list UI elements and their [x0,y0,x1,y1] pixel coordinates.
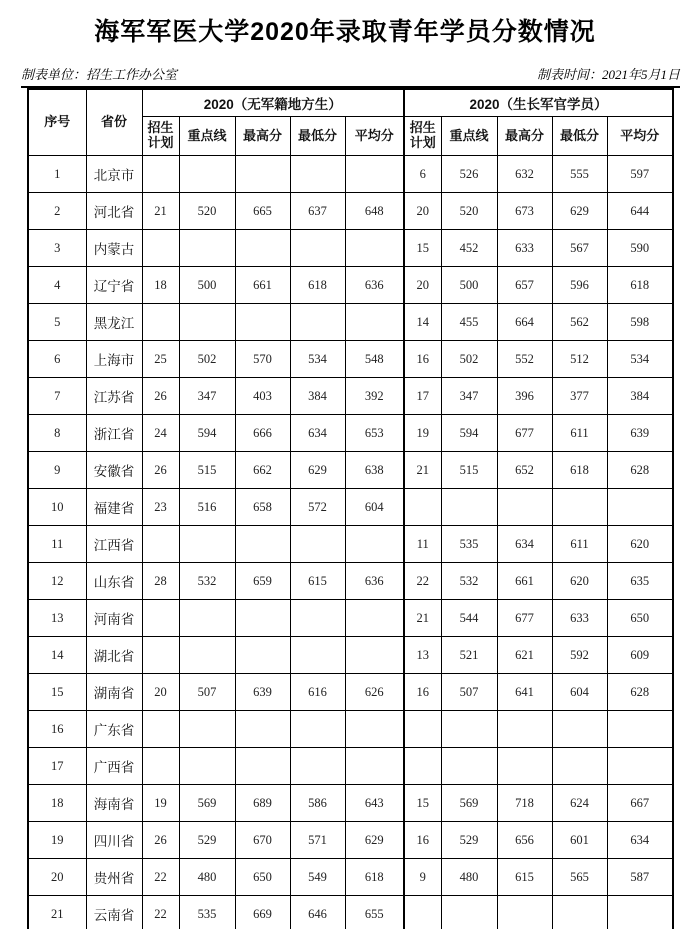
cell-cadet-plan: 19 [404,415,441,452]
cell-civilian-keyline: 500 [179,267,235,304]
cell-civilian-keyline: 515 [179,452,235,489]
cell-cadet-avg: 667 [607,785,673,822]
cell-civilian-max [235,711,290,748]
table-row [28,526,673,563]
cell-cadet-max: 657 [497,267,552,304]
cell-civilian-avg: 648 [345,193,404,230]
cell-cadet-min: 567 [552,230,607,267]
cell-cadet-avg: 618 [607,267,673,304]
cell-civilian-avg: 618 [345,859,404,896]
cell-cadet-plan: 20 [404,193,441,230]
table-row [28,156,673,193]
cell-cadet-plan: 22 [404,563,441,600]
cell-cadet-min: 565 [552,859,607,896]
cell-province: 黑龙江 [86,304,142,341]
table-row [28,822,673,859]
header-cadet-keyline: 重点线 [441,117,497,156]
cell-cadet-avg: 620 [607,526,673,563]
cell-cadet-plan: 14 [404,304,441,341]
header-civilian-plan: 招生计划 [142,117,179,156]
cell-civilian-avg [345,600,404,637]
cell-cadet-keyline: 452 [441,230,497,267]
cell-civilian-min [290,748,345,785]
cell-cadet-plan: 15 [404,785,441,822]
cell-cadet-min [552,489,607,526]
cell-province: 上海市 [86,341,142,378]
cell-civilian-plan: 20 [142,674,179,711]
cell-civilian-max: 661 [235,267,290,304]
table-row [28,785,673,822]
table-row [28,674,673,711]
cell-province: 安徽省 [86,452,142,489]
cell-cadet-avg: 598 [607,304,673,341]
cell-civilian-plan: 26 [142,452,179,489]
cell-cadet-min [552,748,607,785]
cell-serial: 7 [28,378,86,415]
cell-civilian-avg [345,230,404,267]
cell-civilian-avg: 636 [345,267,404,304]
meta-unit-label: 制表单位：招生工作办公室 [21,67,178,82]
cell-cadet-plan [404,489,441,526]
cell-civilian-keyline: 507 [179,674,235,711]
header-civilian-min: 最低分 [290,117,345,156]
cell-serial: 19 [28,822,86,859]
table-row [28,859,673,896]
cell-province: 广东省 [86,711,142,748]
cell-civilian-max [235,637,290,674]
admission-score-table [27,88,674,929]
cell-civilian-max: 669 [235,896,290,929]
cell-civilian-keyline: 516 [179,489,235,526]
cell-cadet-avg [607,748,673,785]
cell-serial: 13 [28,600,86,637]
cell-cadet-keyline: 544 [441,600,497,637]
cell-cadet-min: 555 [552,156,607,193]
cell-cadet-max: 677 [497,600,552,637]
cell-civilian-avg: 636 [345,563,404,600]
cell-cadet-avg: 384 [607,378,673,415]
cell-cadet-min: 629 [552,193,607,230]
cell-cadet-keyline: 532 [441,563,497,600]
cell-cadet-max: 615 [497,859,552,896]
cell-cadet-avg: 639 [607,415,673,452]
cell-cadet-min: 512 [552,341,607,378]
cell-civilian-plan [142,156,179,193]
cell-civilian-plan [142,637,179,674]
cell-civilian-keyline: 532 [179,563,235,600]
cell-civilian-min: 534 [290,341,345,378]
cell-serial: 9 [28,452,86,489]
cell-civilian-plan: 26 [142,822,179,859]
cell-civilian-plan [142,526,179,563]
cell-cadet-min: 611 [552,526,607,563]
header-group-cadet: 2020（生长军官学员） [404,89,673,117]
cell-cadet-max: 718 [497,785,552,822]
table-row [28,378,673,415]
header-civilian-keyline: 重点线 [179,117,235,156]
cell-cadet-min: 604 [552,674,607,711]
cell-cadet-max: 673 [497,193,552,230]
cell-cadet-max: 656 [497,822,552,859]
cell-cadet-min: 596 [552,267,607,304]
cell-civilian-avg [345,711,404,748]
header-civilian-max: 最高分 [235,117,290,156]
header-group-civilian: 2020（无军籍地方生） [142,89,404,117]
cell-civilian-plan: 21 [142,193,179,230]
table-row [28,452,673,489]
cell-cadet-keyline: 500 [441,267,497,304]
cell-civilian-keyline: 535 [179,896,235,929]
cell-serial: 1 [28,156,86,193]
cell-serial: 12 [28,563,86,600]
cell-civilian-plan: 23 [142,489,179,526]
cell-province: 山东省 [86,563,142,600]
cell-cadet-avg [607,489,673,526]
cell-cadet-max [497,489,552,526]
cell-civilian-plan: 28 [142,563,179,600]
cell-civilian-plan: 22 [142,859,179,896]
cell-province: 广西省 [86,748,142,785]
cell-cadet-keyline [441,711,497,748]
cell-cadet-keyline: 521 [441,637,497,674]
cell-cadet-avg: 587 [607,859,673,896]
cell-province: 福建省 [86,489,142,526]
cell-civilian-max: 639 [235,674,290,711]
cell-cadet-keyline: 347 [441,378,497,415]
table-row [28,415,673,452]
cell-civilian-plan: 22 [142,896,179,929]
cell-civilian-min [290,600,345,637]
cell-cadet-min: 611 [552,415,607,452]
cell-civilian-plan [142,304,179,341]
cell-cadet-min: 633 [552,600,607,637]
cell-civilian-max: 689 [235,785,290,822]
cell-serial: 18 [28,785,86,822]
table-row [28,489,673,526]
cell-cadet-keyline: 520 [441,193,497,230]
table-row [28,896,673,929]
cell-civilian-keyline: 347 [179,378,235,415]
cell-civilian-plan [142,711,179,748]
cell-civilian-keyline [179,230,235,267]
cell-cadet-keyline [441,748,497,785]
cell-province: 北京市 [86,156,142,193]
cell-civilian-max [235,156,290,193]
cell-serial: 4 [28,267,86,304]
cell-cadet-avg [607,711,673,748]
cell-civilian-min: 615 [290,563,345,600]
cell-civilian-plan: 26 [142,378,179,415]
cell-civilian-max [235,304,290,341]
cell-civilian-keyline: 480 [179,859,235,896]
cell-province: 云南省 [86,896,142,929]
cell-cadet-plan: 15 [404,230,441,267]
cell-province: 江西省 [86,526,142,563]
cell-cadet-avg: 628 [607,674,673,711]
table-row [28,637,673,674]
cell-cadet-max: 632 [497,156,552,193]
cell-cadet-plan [404,748,441,785]
cell-cadet-min: 592 [552,637,607,674]
cell-civilian-avg [345,748,404,785]
cell-serial: 10 [28,489,86,526]
cell-cadet-plan: 21 [404,600,441,637]
cell-civilian-min: 637 [290,193,345,230]
cell-cadet-max: 641 [497,674,552,711]
cell-province: 河南省 [86,600,142,637]
cell-cadet-min [552,896,607,929]
cell-cadet-avg: 634 [607,822,673,859]
cell-cadet-min: 562 [552,304,607,341]
cell-cadet-min: 620 [552,563,607,600]
cell-civilian-avg: 629 [345,822,404,859]
cell-civilian-plan: 24 [142,415,179,452]
table-row [28,193,673,230]
cell-civilian-min: 634 [290,415,345,452]
cell-civilian-min: 646 [290,896,345,929]
cell-cadet-keyline: 455 [441,304,497,341]
cell-cadet-min [552,711,607,748]
cell-civilian-min: 549 [290,859,345,896]
cell-cadet-max: 633 [497,230,552,267]
cell-serial: 20 [28,859,86,896]
cell-civilian-keyline: 569 [179,785,235,822]
cell-civilian-max: 665 [235,193,290,230]
cell-civilian-avg: 638 [345,452,404,489]
table-row [28,600,673,637]
cell-cadet-max [497,896,552,929]
cell-civilian-avg: 655 [345,896,404,929]
cell-civilian-min [290,637,345,674]
cell-civilian-max: 670 [235,822,290,859]
cell-cadet-max: 677 [497,415,552,452]
table-row [28,304,673,341]
cell-cadet-max: 552 [497,341,552,378]
cell-cadet-max: 652 [497,452,552,489]
cell-cadet-max: 661 [497,563,552,600]
cell-civilian-keyline: 520 [179,193,235,230]
cell-civilian-keyline [179,637,235,674]
cell-civilian-max: 403 [235,378,290,415]
cell-civilian-max [235,230,290,267]
cell-civilian-max: 662 [235,452,290,489]
cell-cadet-keyline: 507 [441,674,497,711]
header-cadet-avg: 平均分 [607,117,673,156]
cell-civilian-avg [345,156,404,193]
cell-civilian-plan [142,600,179,637]
cell-cadet-max: 634 [497,526,552,563]
header-group-row [28,89,673,117]
cell-cadet-avg [607,896,673,929]
header-cadet-min: 最低分 [552,117,607,156]
cell-cadet-plan: 16 [404,674,441,711]
cell-civilian-keyline [179,711,235,748]
cell-civilian-max: 650 [235,859,290,896]
cell-cadet-plan: 13 [404,637,441,674]
cell-civilian-min [290,526,345,563]
cell-civilian-keyline [179,600,235,637]
cell-civilian-keyline [179,526,235,563]
cell-civilian-max: 658 [235,489,290,526]
cell-civilian-min [290,230,345,267]
cell-civilian-max: 570 [235,341,290,378]
cell-cadet-avg: 590 [607,230,673,267]
cell-civilian-avg: 604 [345,489,404,526]
cell-civilian-min: 629 [290,452,345,489]
cell-cadet-keyline: 569 [441,785,497,822]
cell-serial: 3 [28,230,86,267]
cell-serial: 17 [28,748,86,785]
header-civilian-avg: 平均分 [345,117,404,156]
cell-serial: 16 [28,711,86,748]
cell-civilian-avg: 626 [345,674,404,711]
cell-cadet-plan: 11 [404,526,441,563]
cell-civilian-min [290,156,345,193]
cell-cadet-avg: 597 [607,156,673,193]
cell-civilian-plan [142,230,179,267]
cell-civilian-keyline [179,156,235,193]
cell-civilian-plan: 19 [142,785,179,822]
cell-civilian-avg [345,526,404,563]
cell-civilian-avg [345,304,404,341]
cell-civilian-keyline [179,304,235,341]
cell-province: 海南省 [86,785,142,822]
table-row [28,267,673,304]
cell-serial: 11 [28,526,86,563]
cell-serial: 14 [28,637,86,674]
table-header [28,89,673,156]
cell-province: 贵州省 [86,859,142,896]
cell-serial: 21 [28,896,86,929]
table-body [28,156,673,929]
table-row [28,230,673,267]
cell-civilian-plan: 25 [142,341,179,378]
cell-cadet-avg: 635 [607,563,673,600]
cell-civilian-min [290,711,345,748]
page-title: 海军军医大学2020年录取青年学员分数情况 [94,18,596,46]
cell-civilian-min: 572 [290,489,345,526]
cell-civilian-min: 571 [290,822,345,859]
cell-cadet-avg: 534 [607,341,673,378]
cell-cadet-max [497,748,552,785]
cell-cadet-keyline: 515 [441,452,497,489]
cell-civilian-keyline [179,748,235,785]
cell-cadet-min: 624 [552,785,607,822]
cell-cadet-plan: 21 [404,452,441,489]
cell-cadet-keyline: 502 [441,341,497,378]
cell-cadet-keyline: 526 [441,156,497,193]
cell-cadet-min: 618 [552,452,607,489]
cell-civilian-max: 659 [235,563,290,600]
cell-civilian-max: 666 [235,415,290,452]
cell-cadet-keyline [441,896,497,929]
cell-cadet-min: 377 [552,378,607,415]
cell-civilian-max [235,748,290,785]
cell-civilian-avg [345,637,404,674]
cell-civilian-avg: 548 [345,341,404,378]
cell-province: 四川省 [86,822,142,859]
cell-cadet-plan: 9 [404,859,441,896]
cell-cadet-avg: 628 [607,452,673,489]
cell-civilian-min: 618 [290,267,345,304]
cell-cadet-plan: 16 [404,822,441,859]
cell-province: 浙江省 [86,415,142,452]
header-serial: 序号 [28,89,86,156]
cell-cadet-plan [404,896,441,929]
cell-civilian-keyline: 594 [179,415,235,452]
cell-serial: 15 [28,674,86,711]
cell-cadet-max: 664 [497,304,552,341]
cell-cadet-keyline: 529 [441,822,497,859]
cell-civilian-min: 616 [290,674,345,711]
cell-province: 湖北省 [86,637,142,674]
cell-cadet-plan [404,711,441,748]
cell-civilian-min [290,304,345,341]
cell-civilian-keyline: 529 [179,822,235,859]
cell-cadet-keyline: 480 [441,859,497,896]
cell-province: 河北省 [86,193,142,230]
table-row [28,748,673,785]
cell-cadet-avg: 609 [607,637,673,674]
cell-civilian-min: 586 [290,785,345,822]
cell-cadet-keyline: 594 [441,415,497,452]
cell-civilian-plan [142,748,179,785]
header-cadet-plan: 招生计划 [404,117,441,156]
header-cadet-max: 最高分 [497,117,552,156]
cell-cadet-max [497,711,552,748]
header-province: 省份 [86,89,142,156]
cell-cadet-plan: 20 [404,267,441,304]
cell-serial: 8 [28,415,86,452]
cell-province: 内蒙古 [86,230,142,267]
cell-civilian-min: 384 [290,378,345,415]
cell-cadet-plan: 17 [404,378,441,415]
cell-civilian-avg: 392 [345,378,404,415]
meta-row [21,64,680,88]
cell-civilian-avg: 643 [345,785,404,822]
cell-province: 湖南省 [86,674,142,711]
cell-civilian-plan: 18 [142,267,179,304]
cell-serial: 5 [28,304,86,341]
cell-cadet-keyline [441,489,497,526]
cell-cadet-keyline: 535 [441,526,497,563]
table-row [28,341,673,378]
cell-civilian-avg: 653 [345,415,404,452]
cell-cadet-plan: 6 [404,156,441,193]
cell-civilian-max [235,600,290,637]
cell-civilian-max [235,526,290,563]
cell-serial: 2 [28,193,86,230]
cell-cadet-avg: 644 [607,193,673,230]
table-row [28,563,673,600]
cell-cadet-max: 621 [497,637,552,674]
cell-cadet-avg: 650 [607,600,673,637]
table-row [28,711,673,748]
cell-province: 江苏省 [86,378,142,415]
cell-province: 辽宁省 [86,267,142,304]
cell-civilian-keyline: 502 [179,341,235,378]
meta-time-label: 制表时间：2021年5月1日 [536,67,680,82]
cell-serial: 6 [28,341,86,378]
cell-cadet-min: 601 [552,822,607,859]
cell-cadet-max: 396 [497,378,552,415]
cell-cadet-plan: 16 [404,341,441,378]
